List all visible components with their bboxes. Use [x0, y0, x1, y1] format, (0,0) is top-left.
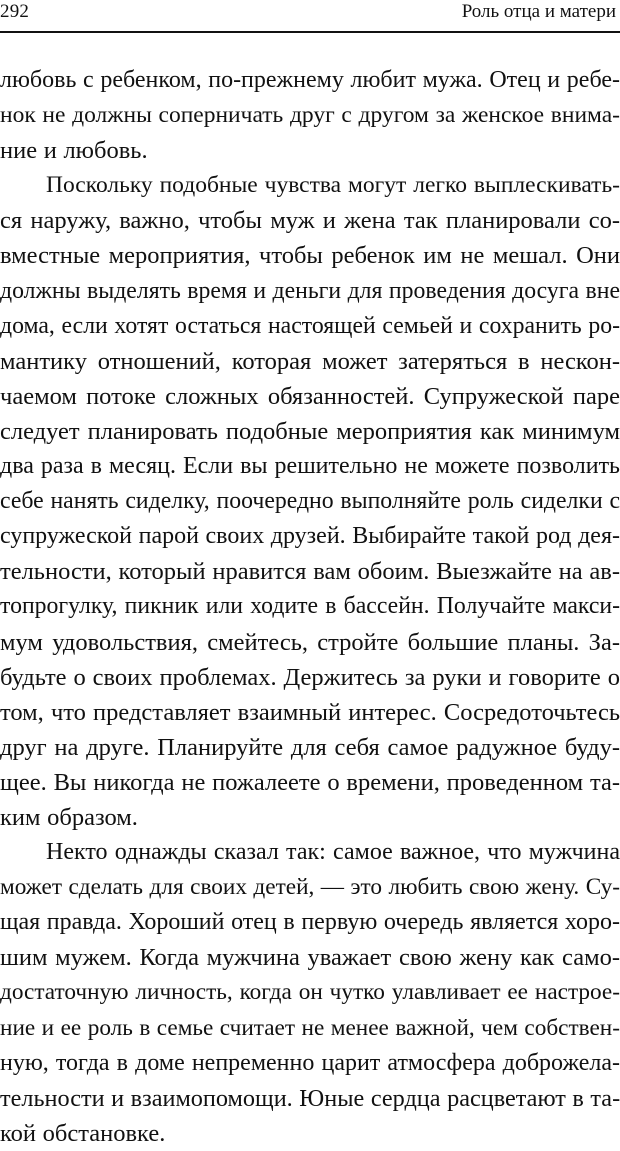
text-line: ние и ее роль в семье считает не менее важной, чем собствен- — [0, 1014, 620, 1041]
text-line: ся наружу, важно, чтобы муж и жена так планировали со- — [0, 207, 620, 235]
text-line: нок не должны соперничать друг с другом за женское внима- — [0, 102, 620, 129]
text-line: друг на друге. Планируйте для себя самое радужное буду- — [0, 733, 620, 761]
page-header — [0, 0, 620, 38]
text-line: мантику отношений, которая может затеряться в нескон- — [0, 347, 620, 375]
text-line: чаемом потоке сложных обязанностей. Супружеской паре — [0, 382, 620, 410]
text-line: кой обстановке. — [0, 1119, 166, 1147]
text-line: супружеской парой своих друзей. Выбирайте такой род дея- — [0, 523, 620, 550]
text-line: может сделать для своих детей, — это любить свою жену. Су- — [0, 874, 620, 901]
text-line: себе нанять сиделку, поочередно выполняйте роль сиделки с — [0, 488, 620, 515]
text-line: ную, тогда в доме непременно царит атмосфера доброжела- — [0, 1049, 620, 1076]
text-line: мум удовольствия, смейтесь, стройте большие планы. За- — [0, 628, 620, 656]
running-title: Роль отца и матери — [461, 1, 616, 22]
text-line: шим мужем. Когда мужчина уважает свою жену как само- — [0, 944, 620, 972]
text-line: щее. Вы никогда не пожалеете о времени, проведенном та- — [0, 768, 620, 796]
text-line: достаточную личность, когда он чутко улавливает ее настрое- — [0, 979, 620, 1006]
text-line: должны выделять время и деньги для проведения досуга вне — [0, 277, 620, 304]
text-line: ние и любовь. — [0, 137, 148, 165]
page-number: 292 — [0, 1, 30, 22]
text-line: любовь с ребенком, по-прежнему любит мужа. Отец и ребе- — [0, 67, 620, 93]
header-rule — [0, 31, 620, 33]
text-line: Поскольку подобные чувства могут легко выплескивать- — [46, 172, 620, 199]
text-line: дома, если хотят остаться настоящей семьей и сохранить ро- — [0, 312, 620, 339]
text-line: два раза в месяц. Если вы решительно не можете позволить — [0, 453, 620, 480]
text-line: будьте о своих проблемах. Держитесь за руки и говорите о — [0, 663, 620, 691]
text-line: ким образом. — [0, 803, 138, 831]
text-line: том, что представляет взаимный интерес. Сосредоточьтесь — [0, 698, 620, 726]
text-line: тельности, который нравится вам обоим. Выезжайте на ав- — [0, 558, 620, 586]
text-line: следует планировать подобные мероприятия как минимум — [0, 417, 620, 445]
text-line: топрогулку, пикник или ходите в бассейн. Получайте макси- — [0, 593, 620, 620]
text-line: тельности и взаимопомощи. Юные сердца расцветают в та- — [0, 1084, 620, 1112]
text-line: щая правда. Хороший отец в первую очередь является хоро- — [0, 909, 620, 936]
text-line: Некто однажды сказал так: самое важное, что мужчина — [46, 839, 620, 866]
text-line: вместные мероприятия, чтобы ребенок им не мешал. Они — [0, 242, 620, 270]
body-text — [0, 63, 620, 1151]
